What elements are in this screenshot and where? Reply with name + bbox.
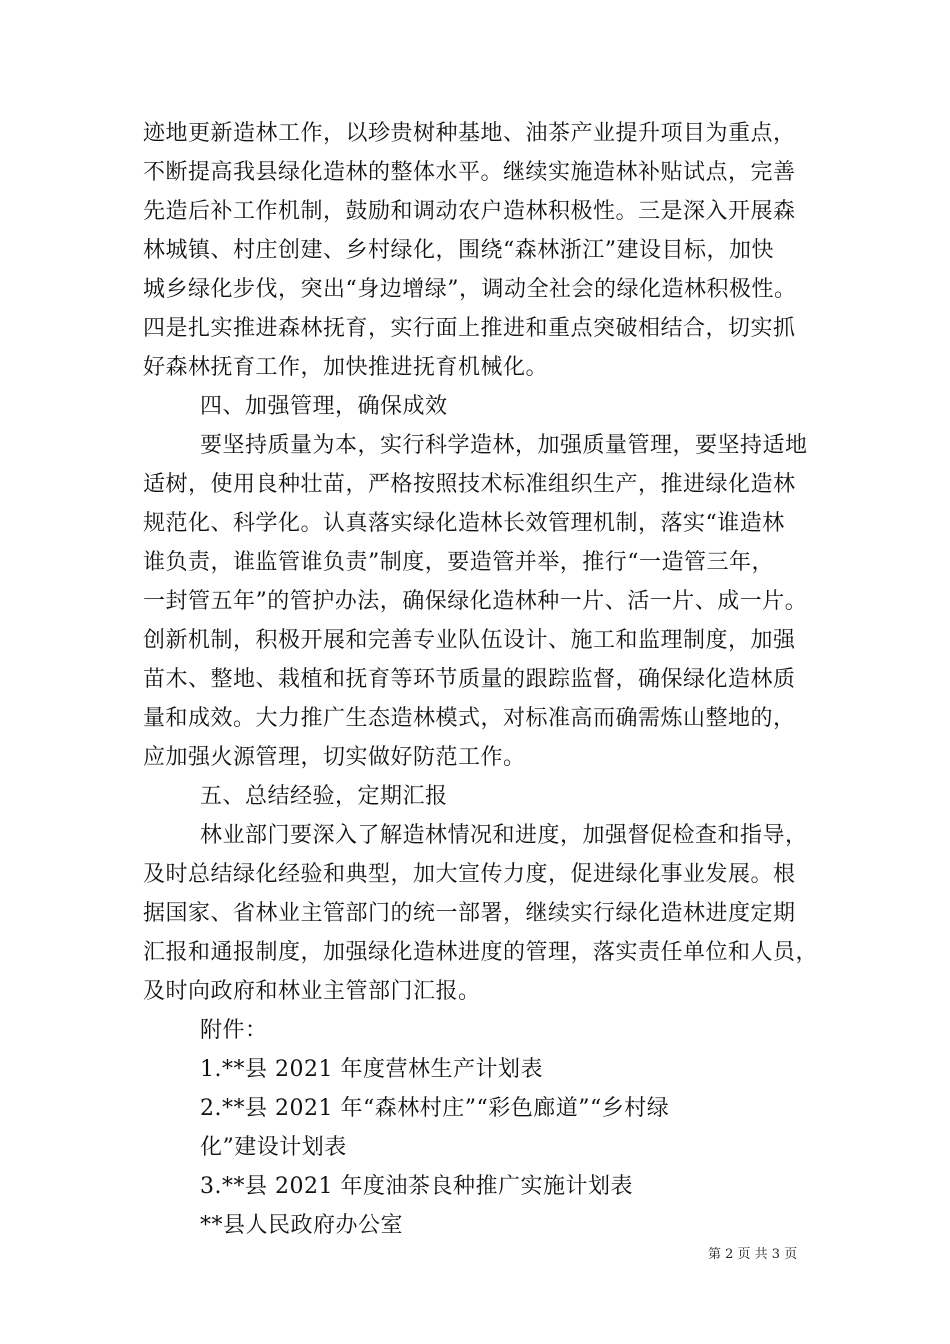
body-line: 及时总结绿化经验和典型，加大宣传力度，促进绿化事业发展。根 bbox=[143, 862, 796, 887]
attachment-item: 2.**县 2021 年“森林村庄”“彩色廊道”“乡村绿 bbox=[200, 1096, 670, 1121]
body-line: 应加强火源管理，切实做好防范工作。 bbox=[143, 745, 526, 770]
attachment-item: 1.**县 2021 年度营林生产计划表 bbox=[200, 1057, 543, 1082]
issuing-office: **县人民政府办公室 bbox=[200, 1213, 404, 1238]
paragraph-first-line: 林业部门要深入了解造林情况和进度，加强督促检查和指导， bbox=[200, 823, 808, 848]
section-heading: 五、总结经验，定期汇报 bbox=[200, 784, 448, 809]
section-heading: 四、加强管理，确保成效 bbox=[200, 394, 448, 419]
body-line: 适树，使用良种壮苗，严格按照技术标准组织生产，推进绿化造林 bbox=[143, 472, 796, 497]
body-line: 量和成效。大力推广生态造林模式，对标准高而确需炼山整地的， bbox=[143, 706, 796, 731]
attachment-heading: 附件： bbox=[200, 1018, 268, 1043]
paragraph-first-line: 要坚持质量为本，实行科学造林，加强质量管理，要坚持适地 bbox=[200, 433, 808, 458]
body-line: 一封管五年”的管护办法，确保绿化造林种一片、活一片、成一片。 bbox=[143, 589, 808, 614]
body-line: 规范化、科学化。认真落实绿化造林长效管理机制，落实“谁造林 bbox=[143, 511, 785, 536]
body-line: 不断提高我县绿化造林的整体水平。继续实施造林补贴试点，完善 bbox=[143, 160, 796, 185]
body-line: 汇报和通报制度，加强绿化造林进度的管理，落实责任单位和人员， bbox=[143, 940, 819, 965]
page-number-footer: 第 2 页 共 3 页 bbox=[708, 1247, 798, 1262]
body-line: 及时向政府和林业主管部门汇报。 bbox=[143, 979, 481, 1004]
body-line: 林城镇、村庄创建、乡村绿化，围绕“森林浙江”建设目标，加快 bbox=[143, 238, 774, 263]
body-line: 好森林抚育工作，加快推进抚育机械化。 bbox=[143, 355, 549, 380]
body-line: 谁负责，谁监管谁负责”制度，要造管并举，推行“一造管三年， bbox=[143, 550, 774, 575]
body-line: 先造后补工作机制，鼓励和调动农户造林积极性。三是深入开展森 bbox=[143, 199, 796, 224]
body-line: 四是扎实推进森林抚育，实行面上推进和重点突破相结合，切实抓 bbox=[143, 316, 796, 341]
attachment-item-continuation: 化”建设计划表 bbox=[200, 1135, 347, 1160]
body-line: 迹地更新造林工作，以珍贵树种基地、油茶产业提升项目为重点， bbox=[143, 121, 796, 146]
body-line: 创新机制，积极开展和完善专业队伍设计、施工和监理制度，加强 bbox=[143, 628, 796, 653]
attachment-item: 3.**县 2021 年度油茶良种推广实施计划表 bbox=[200, 1174, 633, 1199]
body-line: 据国家、省林业主管部门的统一部署，继续实行绿化造林进度定期 bbox=[143, 901, 796, 926]
body-line: 城乡绿化步伐，突出“身边增绿”，调动全社会的绿化造林积极性。 bbox=[143, 277, 797, 302]
body-line: 苗木、整地、栽植和抚育等环节质量的跟踪监督，确保绿化造林质 bbox=[143, 667, 796, 692]
